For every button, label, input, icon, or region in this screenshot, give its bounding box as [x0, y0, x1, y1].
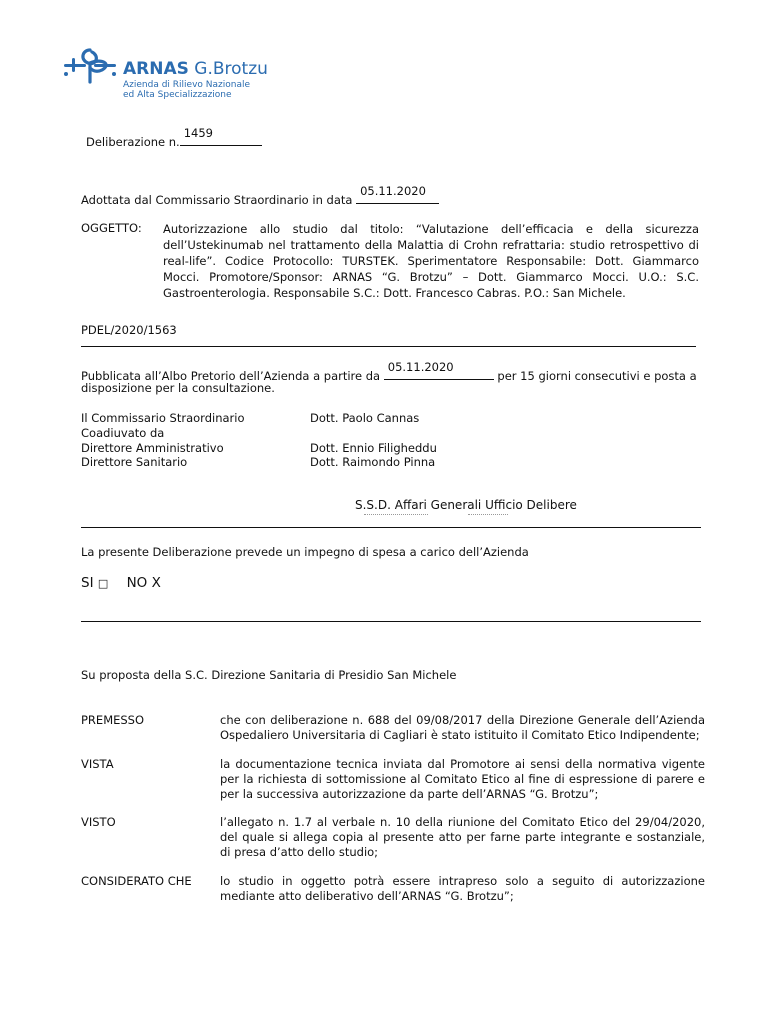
firma-name: Dott. Paolo Cannas	[310, 411, 420, 425]
signature-line	[468, 514, 508, 515]
pubblicazione-prefix: Pubblicata all’Albo Pretorio dell’Azienda a partire da	[81, 369, 381, 383]
spesa-choices	[81, 574, 161, 593]
spesa-no-label: NO X	[126, 575, 161, 591]
firma-row	[81, 455, 436, 470]
deliberazione-line	[86, 126, 262, 150]
logo-wordmark	[123, 60, 268, 78]
firma-role: Il Commissario Straordinario	[81, 411, 245, 425]
logo-name-bold: ARNAS	[123, 59, 189, 79]
proposta-text: Su proposta della S.C. Direzione Sanitaria di Presidio San Michele	[81, 668, 457, 682]
sezione-text: la documentazione tecnica inviata dal Promotore ai sensi della normativa vigente per la richiesta di sottomissione al Comitato Etico al fine di espressione di parere e per la successiva autorizzazione da parte dell’ARNAS “G. Brotzu”;	[220, 757, 705, 801]
pubblicazione-date: 05.11.2020	[387, 360, 454, 374]
spesa-text: La presente Deliberazione prevede un impegno di spesa a carico dell’Azienda	[81, 545, 529, 559]
divider-ufficio	[81, 527, 701, 528]
ufficio-label: S.S.D. Affari Generali Ufficio Delibere	[355, 498, 577, 512]
deliberazione-number-field	[180, 126, 262, 146]
firma-row	[81, 426, 164, 441]
firma-role: Direttore Sanitario	[81, 455, 188, 469]
deliberazione-label: Deliberazione n.	[86, 135, 180, 149]
adozione-line	[81, 184, 439, 208]
arnas-logo-icon	[62, 46, 120, 84]
logo-subtitle-1: Azienda di Rilievo Nazionale	[123, 80, 251, 90]
checkbox-icon: □	[97, 577, 109, 590]
firma-row	[81, 441, 437, 456]
adozione-date-field	[356, 184, 439, 204]
pubblicazione-line-2: disposizione per la consultazione.	[81, 381, 275, 395]
sezione-text: lo studio in oggetto potrà essere intrapreso solo a seguito di autorizzazione mediante atto deliberativo dell’ARNAS “G. Brotzu”;	[220, 874, 705, 903]
firma-role: Direttore Amministrativo	[81, 441, 224, 455]
oggetto-label: OGGETTO:	[81, 221, 142, 235]
firma-name: Dott. Raimondo Pinna	[310, 455, 436, 469]
firma-role: Coadiuvato da	[81, 426, 165, 440]
signature-line	[364, 514, 428, 515]
firma-row	[81, 411, 420, 426]
sezione-label: VISTO	[81, 815, 116, 829]
logo-name-rest: G.Brotzu	[188, 59, 268, 79]
deliberazione-number: 1459	[183, 126, 213, 140]
adozione-label: Adottata dal Commissario Straordinario in data	[81, 193, 353, 207]
adozione-date: 05.11.2020	[360, 184, 426, 198]
pdel-code: PDEL/2020/1563	[81, 323, 177, 337]
divider-pdel	[81, 346, 696, 347]
logo-subtitle-2: ed Alta Specializzazione	[123, 90, 232, 100]
logo-subtitle	[123, 80, 250, 100]
pubblicazione-date-field	[384, 360, 494, 380]
divider-spesa	[81, 621, 701, 622]
pubblicazione-suffix: per 15 giorni consecutivi e posta a	[497, 369, 697, 383]
sezione-text: l’allegato n. 1.7 al verbale n. 10 della riunione del Comitato Etico del 29/04/2020, del quale si allega copia al presente atto per farne parte integrante e sostanziale, di presa d’atto dello studio;	[220, 815, 705, 859]
sezione-label: CONSIDERATO CHE	[81, 874, 192, 888]
sezione-label: VISTA	[81, 757, 114, 771]
firma-name: Dott. Ennio Filigheddu	[310, 441, 437, 455]
sezione-text: che con deliberazione n. 688 del 09/08/2017 della Direzione Generale dell’Azienda Ospedaliero Universitaria di Cagliari è stato istituito il Comitato Etico Indipendente;	[220, 713, 705, 742]
sezione-label: PREMESSO	[81, 713, 145, 727]
spesa-si-label: SI	[81, 575, 94, 591]
oggetto-text: Autorizzazione allo studio dal titolo: “Valutazione dell’efficacia e della sicurezza dell’Ustekinumab nel trattamento della Malattia di Crohn refrattaria: studio retrospettivo di real-life”. Codice Protocollo: TURSTEK. Sperimentatore Responsabile: Dott. Giammarco Mocci. Promotore/Sponsor: ARNAS “G. Brotzu” – Dott. Giammarco Mocci. U.O.: S.C. Gastroenterologia. Responsabile S.C.: Dott. Francesco Cabras. P.O.: San Michele.	[163, 222, 699, 300]
